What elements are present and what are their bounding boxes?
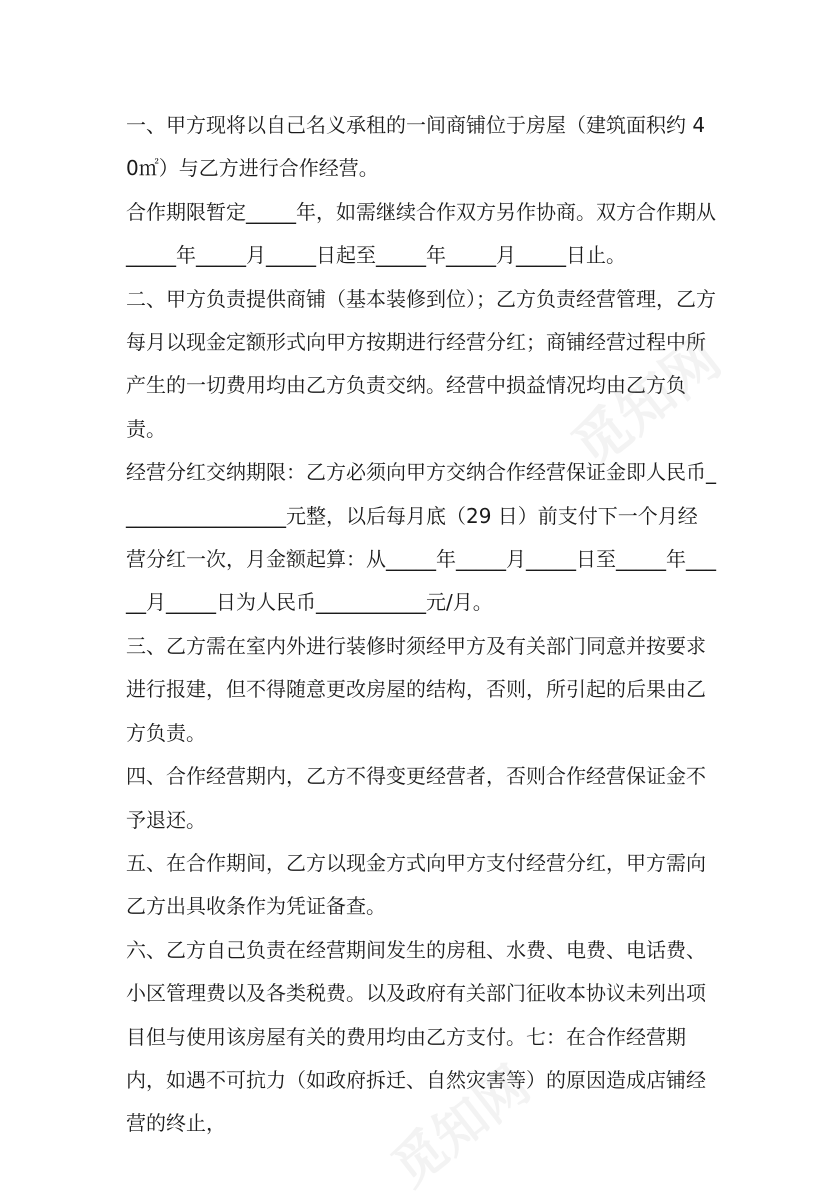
paragraph-expenses: 六、乙方自己负责在经营期间发生的房租、水费、电费、电话费、小区管理费以及各类税费。以及政府有关部门征收本协议未列出项目但与使用该房屋有关的费用均由乙方支付。七：在合作经营期内，如遇不可抗力（如政府拆迁、自然灾害等）的原因造成店铺经营的终止， <box>126 937 706 1136</box>
watermark-logo: 觅知网 <box>560 326 733 481</box>
paragraph-renovation: 三、乙方需在室内外进行装修时须经甲方及有关部门同意并按要求进行报建，但不得随意更改房屋的结构，否则，所引起的后果由乙方负责。 <box>126 633 706 745</box>
paragraph-payment-terms: 经营分红交纳期限：乙方必须向甲方交纳合作经营保证金即人民币_________________元整，以后每月底（29 日）前支付下一个月经营分红一次，月金额起算：从_____年_____月_____日至_____年_____月_____日为人民币___________元/月。 <box>126 460 716 615</box>
paragraph-cash-payment: 五、在合作期间，乙方以现金方式向甲方支付经营分红，甲方需向乙方出具收条作为凭证备查。 <box>126 850 706 919</box>
paragraph-operator-change: 四、合作经营期内，乙方不得变更经营者，否则合作经营保证金不予退还。 <box>126 764 706 832</box>
document-body <box>126 104 716 1146</box>
paragraph-term: 合作期限暂定_____年，如需继续合作双方另作协商。双方合作期从_____年_____月_____日起至_____年_____月_____日止。 <box>126 199 716 268</box>
paragraph-premises: 一、甲方现将以自己名义承租的一间商铺位于房屋（建筑面积约 40㎡）与乙方进行合作经营。 <box>126 113 706 181</box>
paragraph-responsibilities: 二、甲方负责提供商铺（基本装修到位）；乙方负责经营管理，乙方每月以现金定额形式向甲方按期进行经营分红；商铺经营过程中所产生的一切费用均由乙方负责交纳。经营中损益情况均由乙方负责。 <box>126 286 716 441</box>
watermark-logo-bottom: 觅知网 <box>381 1055 542 1199</box>
